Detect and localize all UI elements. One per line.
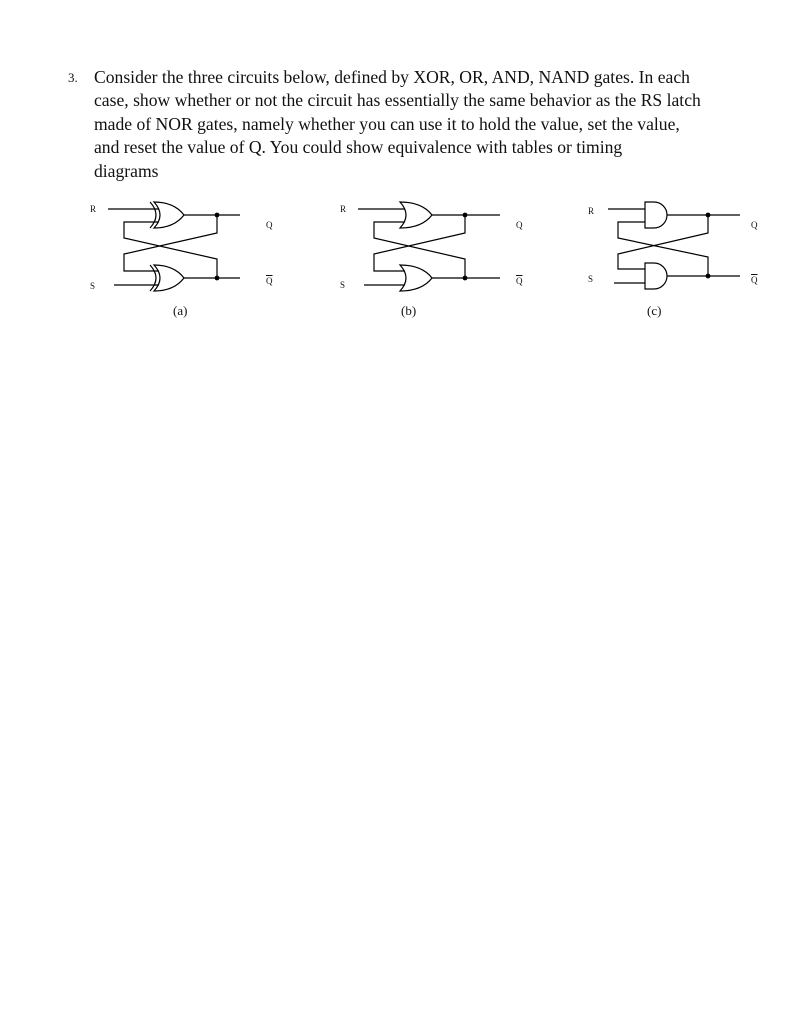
figure-caption: (b) [401,303,417,318]
question-text [94,66,754,183]
input-label-s: S [90,281,96,291]
xor-gate-top-back-curve [150,202,156,228]
circuit-a-diagram [88,193,288,323]
and-gate-bottom-body [645,263,667,289]
question-line: diagrams [94,160,159,181]
output-label-q: Q [266,220,273,230]
or-gate-top-body [400,202,432,228]
circuit-b-diagram [338,193,538,323]
output-label-q-bar: $\overline{Q}$ [751,275,758,285]
question-number: 3. [68,70,78,85]
output-label-q: Q [516,220,523,230]
circuit-c [588,193,788,323]
input-label-r: R [588,206,595,216]
figure-caption: (c) [647,303,662,318]
input-label-s: S [588,274,594,284]
xor-gate-bottom-back-curve [150,265,156,291]
question-line: and reset the value of Q. You could show equivalence with tables or timing [94,137,623,158]
input-label-s: S [340,280,346,290]
input-label-r: R [340,204,347,214]
and-gate-top-body [645,202,667,228]
output-label-q: Q [751,220,758,230]
circuit-a [88,193,288,323]
xor-gate-bottom-body [154,265,184,291]
output-label-q-bar: $\overline{Q}$ [516,276,523,286]
xor-gate-top-body [154,202,184,228]
output-label-q-bar: $\overline{Q}$ [266,276,273,286]
figure-caption: (a) [173,303,188,318]
or-gate-bottom-body [400,265,432,291]
circuit-c-diagram [588,193,788,323]
question-line: made of NOR gates, namely whether you can use it to hold the value, set the value, [94,113,680,134]
circuit-b [338,193,538,323]
question-line: Consider the three circuits below, defined by XOR, OR, AND, NAND gates. In each [94,67,690,87]
input-label-r: R [90,204,97,214]
question-line: case, show whether or not the circuit has essentially the same behavior as the RS latch [94,90,701,111]
